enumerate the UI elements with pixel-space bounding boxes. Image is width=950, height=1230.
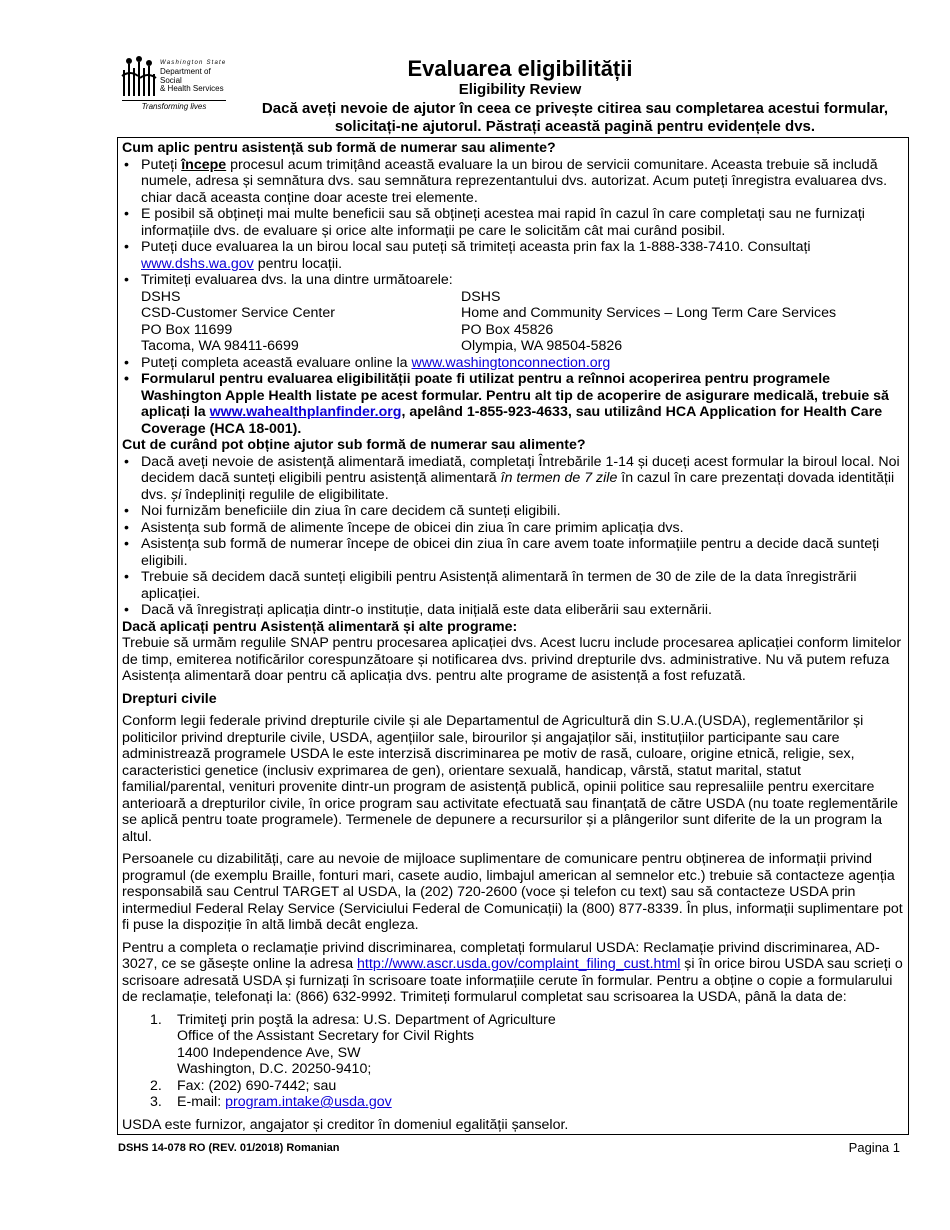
section-heading-civil-rights: Drepturi civile xyxy=(122,690,217,707)
list-item: • Puteți începe procesul acum trimițând această evaluare la un birou de servicii comunitare. Aceasta trebuie să includă numele, adresa și semnătura dvs. sau semnătura reprezentantului dvs. autorizat. Acum puteți înregistra evaluarea dvs. chiar dacă aceasta conține doar aceste trei elemente. xyxy=(122,157,906,207)
section-heading-apply: Cum aplic pentru asistență sub formă de numerar sau alimente? xyxy=(122,140,556,156)
section-heading-timing: Cut de curând pot obține ajutor sub formă de numerar sau alimente? xyxy=(122,437,586,453)
list-item: • E posibil să obțineți mai multe beneficii sau să obțineți acestea mai rapid în cazul în care completați sau ne furnizați informațiile dvs. de evaluare și orice alte informații pe care le solicităm cât mai curând posibil. xyxy=(122,206,906,239)
mailing-addresses xyxy=(141,289,906,355)
section-heading-snap: Dacă aplicați pentru Asistență alimentară și alte programe: xyxy=(122,618,518,635)
wahealthplanfinder-link[interactable]: www.wahealthplanfinder.org xyxy=(209,404,402,420)
list-item: • Dacă aveți nevoie de asistență alimentară imediată, completați Întrebările 1-14 și duceți acest formular la biroul local. Noi decidem dacă sunteți eligibili pentru asistență alimentară în termen de 7 zile în cazul în care prezentați dovada identității dvs. și îndepliniți regulile de eligibilitate. xyxy=(122,454,906,504)
dshs-logo xyxy=(118,56,230,116)
logo-divider xyxy=(122,100,226,101)
help-notice: Dacă aveți nevoie de ajutor în ceea ce privește citirea sau completarea acestui formular, solicitați-ne ajutorul. Păstrați această pagină pentru evidențele dvs. xyxy=(261,100,889,135)
snap-text: Trebuie să urmăm regulile SNAP pentru procesarea aplicației dvs. Acest lucru include procesarea aplicației conform limitelor de timp, emiterea notificărilor corespunzătoare și notificarea dvs. privind drepturile dvs. administrative. Nu vă putem refuza Asistența alimentară doar pentru că aplicația dvs. pentru alte programe de asistență a fost refuzată. xyxy=(122,635,902,684)
list-item: 2. Fax: (202) 690-7442; sau xyxy=(150,1077,337,1094)
page-title: Evaluarea eligibilității xyxy=(407,56,633,81)
address-olympia: DSHS Home and Community Services – Long Term Care Services PO Box 45826 Olympia, WA 98504-5826 xyxy=(461,288,837,354)
civil-rights-paragraph: Conform legii federale privind drepturile civile și ale Departamentul de Agricultură din S.U.A.(USDA), reglementărilor și politicilor privind drepturile civile, USDA, agențiilor sale, birourilor și angajaților săi, instituțiilor participante sau care administrează programele USDA le este interzisă discriminarea pe motiv de rasă, culoare, origine etnică, religie, sex, caracteristici genetice (inclusiv exprimarea de gen), orientare sexuală, handicap, vârstă, statut marital, statut familial/parental, venituri provenite dintr-un program de asistență publică, opinii politice sau represaliile pentru exercitare anterioară a drepturilor civile, în orice program sau activitate efectuată sau finanțată de către USDA (nu toate reglementările se aplică pentru toate programele). Termenele de depunere a recursurilor și a plângerilor sunt diferite de la un program la altul. xyxy=(122,713,898,845)
page-subtitle: Eligibility Review xyxy=(458,81,582,98)
usda-complaint-link[interactable]: http://www.ascr.usda.gov/complaint_filing_cust.html xyxy=(357,956,681,972)
address-tacoma: DSHS CSD-Customer Service Center PO Box 11699 Tacoma, WA 98411-6699 xyxy=(141,288,335,354)
list-item: • Formularul pentru evaluarea eligibilității poate fi utilizat pentru a reînnoi acoperirea pentru programele Washington Apple Health listate pe acest formular. Pentru alt tip de acoperire de asigurare medicală, trebuie să aplicați la www.wahealthplanfinder.org, apelând 1-855-923-4633, sau utilizând HCA Application for Health Care Coverage (HCA 18-001). xyxy=(122,371,906,437)
washington-connection-link[interactable]: www.washingtonconnection.org xyxy=(411,354,611,371)
content xyxy=(122,140,906,1133)
list-item: • Dacă vă înregistrați aplicația dintr-o instituție, data inițială este data eliberării sau externării. xyxy=(122,602,906,619)
form-id: DSHS 14-078 RO (REV. 01/2018) Romanian xyxy=(118,1142,340,1154)
logo-state: Washington State xyxy=(160,60,227,66)
list-item: 1. Trimiteţi prin poştă la adresa: U.S. Department of Agriculture Office of the Assistant Secretary for Civil Rights 1400 Independence Ave, SW Washington, D.C. 20250-9410; xyxy=(150,1011,556,1077)
family-icon xyxy=(120,56,160,98)
timing-list xyxy=(122,454,906,619)
logo-tagline: Transforming lives xyxy=(141,102,207,111)
list-item: • Asistența sub formă de numerar începe de obicei din ziua în care avem toate informațiile pentru a decide dacă sunteți eligibili. xyxy=(122,536,906,569)
page-number: Pagina 1 xyxy=(848,1140,900,1155)
list-item: 3. E-mail: program.intake@usda.gov xyxy=(150,1094,392,1110)
equal-opportunity-statement: USDA este furnizor, angajator și creditor în domeniul egalității șanselor. xyxy=(122,1116,569,1133)
dshs-link[interactable]: www.dshs.wa.gov xyxy=(141,255,254,272)
complaint-paragraph: Pentru a completa o reclamație privind discriminarea, completați formularul USDA: Reclamație privind discriminarea, AD-3027, ce se găsește online la adresa http://www.ascr.usda.gov/complaint_filing_cust.html și în orice birou USDA sau scrieți o scrisoare adresată USDA și furnizați în scrisoare toate informațiile cerute în formular. Pentru a obține o copie a formularului de reclamație, telefonați la: (866) 632-9992. Trimiteți formularul completat sau scrisoarea la USDA, până la data de: xyxy=(122,939,903,1005)
list-item: • Trebuie să decidem dacă sunteți eligibili pentru Asistență alimentară în termen de 30 de zile de la data înregistrării aplicației. xyxy=(122,569,906,602)
list-item: • Puteți duce evaluarea la un birou local sau puteți să trimiteți aceasta prin fax la 1-888-338-7410. Consultați www.dshs.wa.gov pentru locații. xyxy=(122,239,906,272)
list-item: • Noi furnizăm beneficiile din ziua în care decidem că sunteți eligibili. xyxy=(122,503,906,520)
submission-methods xyxy=(122,1012,906,1111)
list-item: • Puteți completa această evaluare online la www.washingtonconnection.org xyxy=(122,355,906,372)
email-link[interactable]: program.intake@usda.gov xyxy=(225,1094,392,1110)
list-item: • Trimiteți evaluarea dvs. la una dintre următoarele: DSHS CSD-Customer Service Center PO Box 11699 Tacoma, WA 98411-6699 DSHS Home and Community Services – Long Term Care Services PO Box 45826 Olympia, WA 98504-5826 xyxy=(122,272,906,355)
disability-paragraph: Persoanele cu dizabilități, care au nevoie de mijloace suplimentare de comunicare pentru obținerea de informații privind programul (de exemplu Braille, fonturi mari, casete audio, limbajul american al semnelor etc.) trebuie să contacteze agenția responsabilă sau Centrul TARGET al USDA, la (202) 720-2600 (voce și telefon cu text) sau să contacteze USDA prin intermediul Federal Relay Service (Serviciului Federal de Comunicații) la (800) 877-8339. În plus, informații suplimentare pot fi puse la dispoziție în altă limbă decât engleza. xyxy=(122,851,903,933)
list-item: • Asistența sub formă de alimente începe de obicei din ziua în care primim aplicația dvs. xyxy=(122,520,906,537)
apply-list xyxy=(122,157,906,438)
logo-department: Department of Social & Health Services xyxy=(160,67,224,93)
